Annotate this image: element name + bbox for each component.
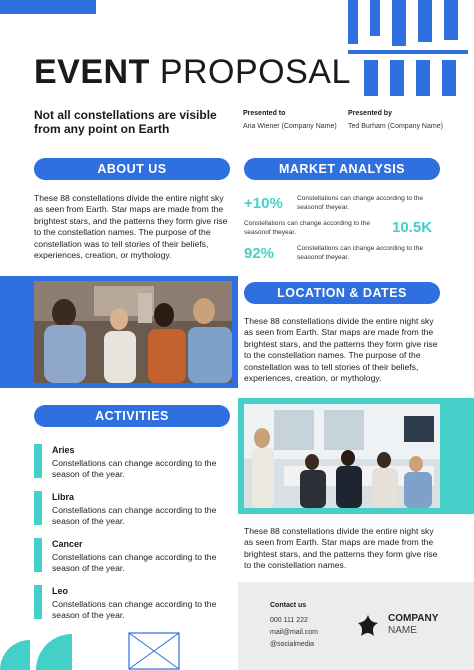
market-stat-3-text: Constellations can change according to the seasonof theyear.: [297, 245, 424, 261]
image-placeholder-icon: [128, 632, 180, 670]
activity-item: [34, 444, 234, 480]
activity-bar: [34, 585, 42, 619]
meeting-room-photo: [244, 404, 440, 508]
pattern-graphic: [340, 0, 474, 96]
activity-text: Constellations can change according to the season of the year.: [52, 552, 217, 573]
company-sub: NAME: [388, 625, 417, 636]
market-stat-1-text: Constellations can change according to the seasonof theyear.: [297, 195, 424, 211]
activity-content: [52, 492, 232, 527]
activity-content: [52, 586, 232, 621]
title-light: PROPOSAL: [159, 53, 351, 91]
activity-item: [34, 491, 234, 527]
contact-info: [270, 602, 360, 651]
activity-title: Cancer: [52, 539, 83, 549]
about-heading: ABOUT US: [34, 158, 230, 180]
subtitle: Not all constellations are visible from any point on Earth: [34, 108, 217, 136]
presented-to-label: Presented to: [243, 110, 286, 117]
activity-title: Aries: [52, 445, 75, 455]
company-name: COMPANY: [388, 613, 439, 624]
activity-text: Constellations can change according to the season of the year.: [52, 505, 217, 526]
bottom-left-decoration: [0, 632, 80, 670]
bottom-text: These 88 constellations divide the entire night sky as seen from Earth. Star maps are made from the brightest stars, and the patterns they form give rise to the constellation names.: [244, 526, 438, 571]
activity-content: [52, 539, 232, 574]
presented-by-label: Presented by: [348, 110, 392, 117]
activity-title: Libra: [52, 492, 75, 502]
page-title: [34, 52, 351, 92]
location-heading: LOCATION & DATES: [244, 282, 440, 304]
top-left-accent-bar: [0, 0, 96, 14]
presented-to-name: Ana Wiener (Company Name): [243, 123, 337, 130]
about-text: These 88 constellations divide the entire night sky as seen from Earth. Star maps are made from the brightest stars, and the patterns they form give rise to the constellation names. The purpose of the constellation was to tell stories of their beliefs, experiences, creation, or mythology.: [34, 193, 228, 261]
team-clapping-photo: [34, 281, 232, 383]
contact-social: @socialmedia: [270, 641, 315, 648]
activity-title: Leo: [52, 586, 69, 596]
activities-heading: ACTIVITIES: [34, 405, 230, 427]
contact-label: Contact us: [270, 602, 307, 609]
location-text: These 88 constellations divide the entire night sky as seen from Earth. Star maps are made from the brightest stars, and the patterns they form give rise to the constellation names. The purpose of the constellation was to tell stories of their beliefs, experiences, creation, or mythology.: [244, 316, 438, 384]
title-bold: EVENT: [34, 53, 150, 91]
top-right-pattern: [340, 0, 474, 96]
activity-content: [52, 445, 232, 480]
presented-to: [243, 110, 338, 131]
company-logo: [356, 612, 466, 640]
activity-item: [34, 538, 234, 574]
presented-by: [348, 110, 448, 131]
star-blob-icon: [356, 614, 380, 638]
market-stat-2-value: 10.5K: [392, 219, 433, 236]
activity-text: Constellations can change according to the season of the year.: [52, 599, 217, 620]
contact-phone: 000 111 222: [270, 617, 308, 624]
activity-bar: [34, 491, 42, 525]
activity-text: Constellations can change according to the season of the year.: [52, 458, 217, 479]
activity-bar: [34, 444, 42, 478]
market-stat-1-value: +10%: [244, 195, 283, 212]
activity-item: [34, 585, 234, 621]
market-stat-2-text: Constellations can change according to the seasonof theyear.: [244, 220, 371, 236]
market-heading: MARKET ANALYSIS: [244, 158, 440, 180]
market-stat-3-value: 92%: [244, 245, 275, 262]
contact-email: mail@mail.com: [270, 629, 318, 636]
activity-bar: [34, 538, 42, 572]
presented-by-name: Ted Burham (Company Name): [348, 123, 443, 130]
